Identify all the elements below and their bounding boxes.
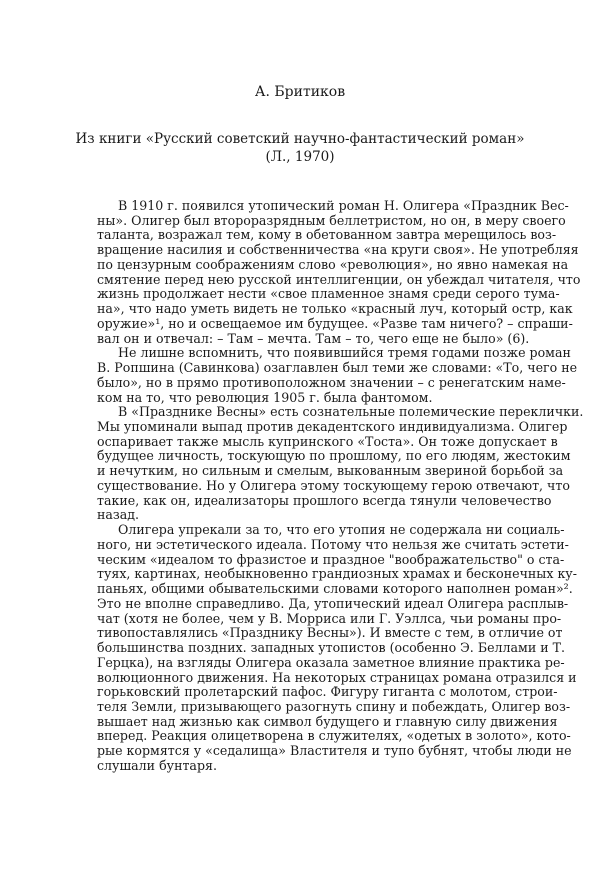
text-line: В. Ропшина (Савинкова) озаглавлен был теми же словами: «То, чего не [97, 360, 578, 376]
text-line: чат (хотя не более, чем у В. Морриса или Г. Уэллса, чьи романы про- [97, 610, 562, 626]
author-name: А. Бритиков [254, 84, 346, 100]
text-line: ного, ни эстетического идеала. Потому что нельзя же считать эстети- [97, 536, 569, 552]
text-line: смятение перед нею русской интеллигенции, он убеждал читателя, что [97, 271, 581, 287]
text-line: тивопоставлялись «Празднику Весны»). И вместе с тем, в отличие от [97, 625, 563, 641]
text-line: вышает над жизнью как символ будущего и главную силу движения [97, 713, 558, 729]
text-line: оспаривает также мысль купринского «Тоста». Он тоже допускает в [97, 433, 558, 449]
text-line: Герцка), на взгляды Олигера оказала заметное влияние практика ре- [97, 654, 565, 670]
text-line: теля Земли, призывающего разогнуть спину и побеждать, Олигер воз- [97, 698, 571, 714]
title-line: (Л., 1970) [265, 148, 335, 165]
text-line: на», что надо уметь видеть не только «красный луч, который остр, как [97, 301, 573, 317]
text-line: оружие»¹, но и освещаемое им будущее. «Разве там ничего? – спраши- [97, 315, 573, 331]
paragraph [97, 522, 577, 773]
text-line: В «Празднике Весны» есть сознательные полемические переклички. [118, 404, 584, 420]
text-line: существование. Но у Олигера этому тоскующему герою отвечают, что [97, 477, 570, 493]
paragraph [97, 345, 578, 405]
text-line: В 1910 г. появился утопический роман Н. Олигера «Праздник Вес- [118, 198, 569, 213]
text-line: большинства поздних. западных утопистов (особенно Э. Беллами и Т. [97, 640, 566, 656]
text-line: будущее личность, тоскующую по прошлому, по его людям, жестоким [97, 448, 571, 464]
text-line: Мы упоминали выпад против декадентского индивидуализма. Олигер [97, 419, 568, 435]
text-line: вал он и отвечал: – Там – мечта. Там – то, чего еще не было» (6). [97, 330, 530, 346]
text-line: Это не вполне справедливо. Да, утопический идеал Олигера расплыв- [97, 595, 569, 611]
chapter-title [60, 131, 540, 166]
text-line: слушали бунтаря. [97, 757, 217, 773]
text-line: назад. [97, 507, 140, 523]
text-line: Не лишне вспомнить, что появившийся тремя годами позже роман [118, 345, 571, 361]
text-line: вращение насилия и собственничества «на круги своя». Не употребляя [97, 242, 579, 258]
text-line: вперед. Реакция олицетворена в служителях, «одетых в золото», кото- [97, 728, 571, 744]
text-line: таланта, возражал тем, кому в обетованном завтра мерещилось воз- [97, 227, 557, 243]
text-line: ческим «идеалом то фразистое и праздное "воображательство" о ста- [97, 551, 565, 567]
title-line: Из книги «Русский советский научно-фантастический роман» [75, 131, 525, 147]
text-line: рые кормятся у «седалища» Властителя и тупо бубнят, чтобы люди не [97, 743, 572, 759]
paragraph [97, 198, 581, 346]
text-line: волюционного движения. На некоторых страницах романа отразился и [97, 669, 577, 685]
text-line: по цензурным соображениям слово «революция», но явно намекая на [97, 256, 569, 272]
text-line: и нечутким, но сильным и смелым, выкованным звериной борьбой за [97, 463, 564, 479]
text-line: туях, картинах, необыкновенно грандиозных храмах и бесконечных ку- [97, 566, 577, 582]
text-line: ны». Олигер был второразрядным беллетристом, но он, в меру своего [97, 212, 566, 228]
text-line: паньях, общими обывательскими словами которого наполнен роман»². [97, 581, 573, 597]
text-line: ком на то, что революция 1905 г. была фантомом. [97, 389, 433, 405]
paragraph [97, 404, 584, 523]
text-line: горьковский пролетарский пафос. Фигуру гиганта с молотом, строи- [97, 684, 558, 700]
text-line: такие, как он, идеализаторы прошлого всегда тянули человечество [97, 492, 552, 508]
text-line: Олигера упрекали за то, что его утопия не содержала ни социаль- [118, 522, 565, 538]
text-line: жизнь продолжает нести «свое пламенное знамя среди серого тума- [97, 286, 560, 302]
body-text [97, 198, 584, 774]
text-line: было», но в прямо противоположном значении – с ренегатским наме- [97, 374, 566, 390]
